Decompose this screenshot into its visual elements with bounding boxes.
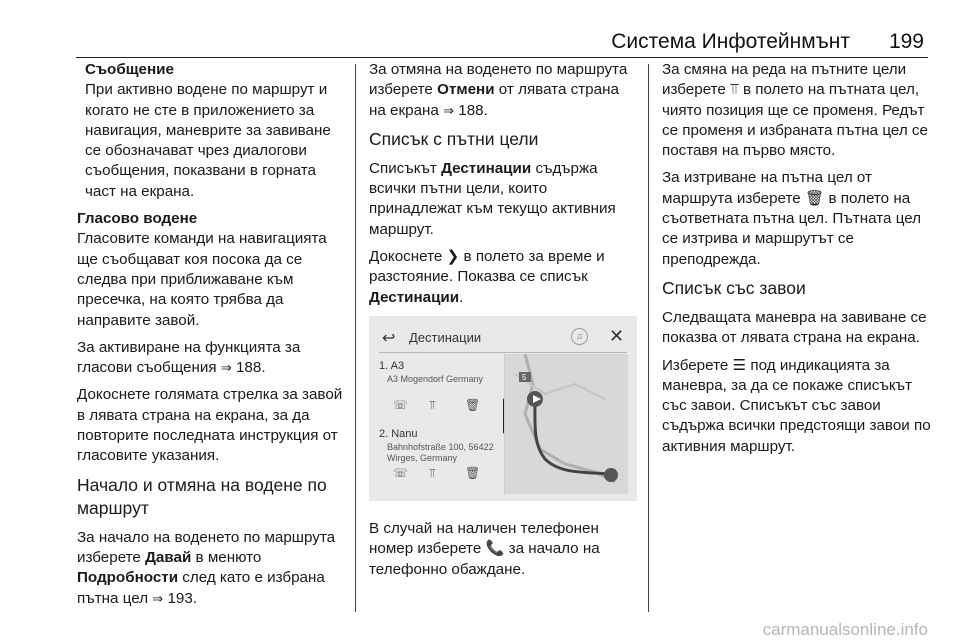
list-item[interactable]	[379, 354, 497, 422]
reorder-icon: ⫪	[730, 81, 739, 99]
voice-subheading: Гласово водене	[77, 210, 198, 228]
list-item[interactable]	[379, 422, 497, 490]
reorder-icon[interactable]: ⫪	[429, 465, 436, 480]
trash-icon: 🗑	[804, 189, 825, 207]
arrow-paragraph: Докоснете голямата стрелка за завой в лявата страна на екрана, за да повторите последната инструкция от гласовите указания.	[77, 386, 343, 465]
destination-address: Bahnhofstraße 100, 56422 Wirges, Germany	[387, 441, 494, 463]
map-label: 5	[522, 372, 527, 382]
bold-term: Давай	[145, 548, 192, 566]
voice-paragraph: Гласовите команди на навигацията ще съобщават коя посока да се следва при приближаване към пресечка, на която трябва да направите завой.	[77, 230, 327, 329]
page-ref: 193.	[167, 589, 197, 607]
destination-list	[379, 354, 497, 494]
destination-actions	[393, 398, 483, 414]
destination-pin-icon	[604, 468, 618, 482]
bold-term: Отмени	[437, 81, 495, 99]
select-paragraph: Изберете ☰ под индикацията за маневра, за да се покаже списъкът със завои. Списъкът със завои съдържа всички предстоящи завои по активния маршрут.	[662, 356, 931, 455]
header-rule	[76, 57, 928, 58]
column-3	[662, 60, 932, 464]
phone-paragraph: В случай на наличен телефонен номер изберете 📞 за начало на телефонно обаждане.	[369, 519, 600, 578]
page-ref-icon: ⇒	[220, 360, 232, 376]
column-divider	[648, 64, 649, 612]
phone-icon[interactable]: ☏	[393, 465, 409, 480]
page-ref-icon: ⇒	[152, 590, 164, 606]
destination-address: A3 Mogendorf Germany	[387, 373, 484, 384]
bold-term: Подробности	[77, 569, 179, 587]
bold-term: Дестинации	[441, 159, 532, 177]
cancel-paragraph: За отмяна на воденето по маршрута изберете Отмени от лявата страна на екрана ⇒ 188.	[369, 61, 628, 119]
page-ref: 188.	[235, 359, 266, 377]
phone-icon[interactable]: ☏	[393, 397, 409, 412]
phone-icon: 📞	[485, 540, 505, 558]
start-heading: Начало и отмяна на водене по маршрут	[77, 474, 327, 518]
page-ref-icon: ⇒	[443, 102, 455, 118]
touch-paragraph: Докоснете ❯ в полето за време и разстояние. Показва се списък Дестинации.	[369, 248, 605, 306]
map-graphic	[505, 354, 628, 494]
music-note-icon[interactable]: ♫	[571, 328, 588, 345]
message-section	[77, 60, 345, 202]
screen-title-bar	[379, 324, 627, 353]
order-paragraph: За смяна на реда на пътните цели изберете ⫪ в полето на пътната цел, чиято позиция ще се променя. Редът се променя и избраната пътна цел се поставя на първо място.	[662, 61, 928, 160]
chevron-right-icon: ❯	[446, 248, 460, 266]
list-heading: Списък с пътни цели	[369, 128, 539, 149]
destination-actions	[393, 466, 483, 482]
column-2	[369, 60, 637, 587]
turns-paragraph: Следващата маневра на завиване се показва от лявата страна на екрана.	[662, 308, 927, 347]
watermark: carmanualsonline.info	[762, 620, 928, 639]
column-1	[77, 60, 345, 616]
page-number: 199	[888, 30, 924, 53]
close-icon[interactable]: ✕	[609, 325, 625, 346]
activate-paragraph: За активиране на функцията за гласови съобщения ⇒ 188.	[77, 338, 301, 377]
message-paragraph: При активно водене по маршрут и когато не сте в приложението за навигация, маневрите за завиване се обозначават чрез диалогови съобщения, показвани в горната част на екрана.	[85, 81, 331, 200]
reorder-icon[interactable]: ⫪	[429, 397, 436, 412]
destinations-screenshot	[369, 316, 637, 501]
route-map[interactable]	[504, 354, 628, 494]
page-header	[76, 24, 928, 58]
back-arrow-icon[interactable]: ↩	[382, 329, 396, 347]
list-icon: ☰	[732, 356, 747, 374]
header-title: Система Инфотейнмънт	[611, 30, 850, 53]
destination-name: 2. Nanu	[379, 427, 418, 440]
screen-title: Дестинации	[409, 329, 482, 345]
turns-heading: Списък със завои	[662, 277, 806, 298]
column-divider	[355, 64, 356, 612]
list-paragraph: Списъкът Дестинации съдържа всички пътни цели, които принадлежат към текущо активния маршрут.	[369, 159, 616, 238]
trash-icon[interactable]: 🗑	[465, 397, 481, 412]
bold-term: Дестинации	[369, 288, 460, 306]
trash-icon[interactable]: 🗑	[465, 465, 481, 480]
start-paragraph: За начало на воденето по маршрута изберете Давай в менюто Подробности след като е избрана пътна цел ⇒ 193.	[77, 528, 336, 607]
message-subheading: Съобщение	[85, 61, 174, 78]
page-ref: 188.	[458, 101, 488, 119]
delete-paragraph: За изтриване на пътна цел от маршрута изберете 🗑 в полето на съответната пътна цел. Пътната цел се изтрива и маршрутът се преподрежда.	[662, 169, 922, 268]
destination-name: 1. A3	[379, 359, 405, 372]
